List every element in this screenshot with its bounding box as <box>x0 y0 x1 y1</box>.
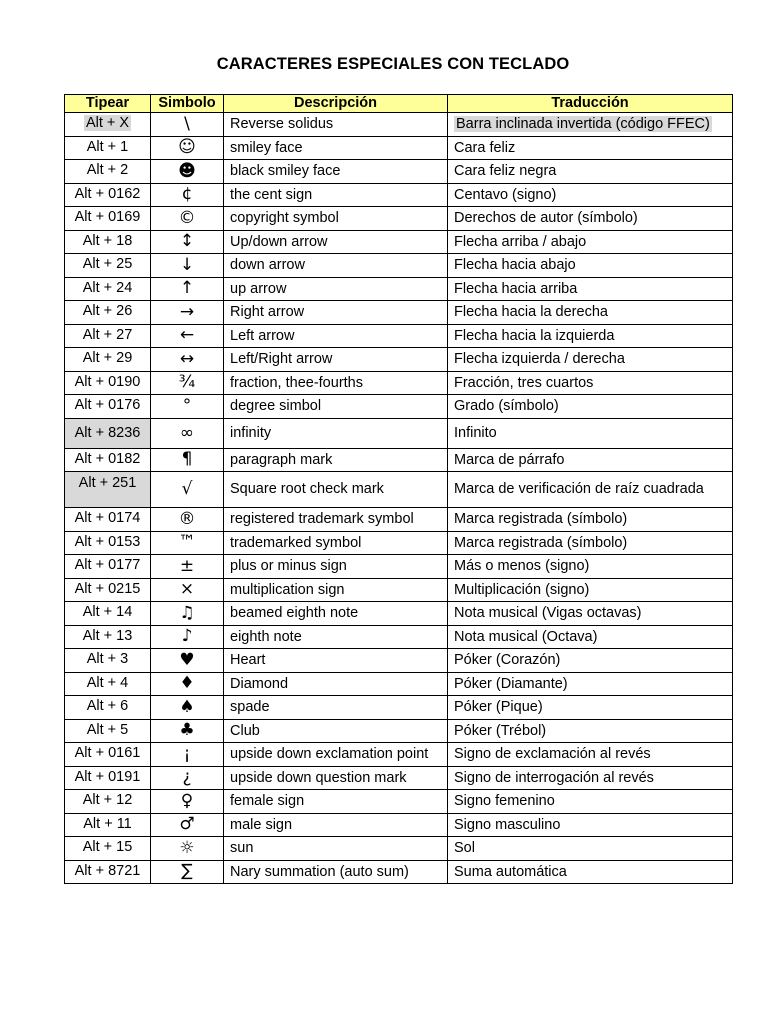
translation-cell: Infinito <box>448 418 733 448</box>
key-combo-cell: Alt + 2 <box>65 160 151 184</box>
symbol-cell: ♀ <box>151 790 224 814</box>
symbol-cell: ↔ <box>151 348 224 372</box>
translation-cell: Póker (Trébol) <box>448 719 733 743</box>
table-row <box>65 555 733 579</box>
table-row <box>65 136 733 160</box>
table-row <box>65 472 733 508</box>
symbol-cell: ← <box>151 324 224 348</box>
key-combo-cell: Alt + 0182 <box>65 448 151 472</box>
table-row <box>65 113 733 137</box>
table-row <box>65 696 733 720</box>
description-cell: copyright symbol <box>224 207 448 231</box>
translation-cell: Marca de párrafo <box>448 448 733 472</box>
key-combo-cell: Alt + 0153 <box>65 531 151 555</box>
key-combo-cell: Alt + 3 <box>65 649 151 673</box>
symbol-cell: ♪ <box>151 625 224 649</box>
key-combo-cell: Alt + 25 <box>65 254 151 278</box>
symbol-cell: © <box>151 207 224 231</box>
translation-cell: Grado (símbolo) <box>448 395 733 419</box>
symbol-cell: √ <box>151 472 224 508</box>
key-combo-cell: Alt + 0190 <box>65 371 151 395</box>
translation-text: Barra inclinada invertida (código FFEC) <box>456 116 710 132</box>
key-combo-cell: Alt + 8236 <box>65 418 151 448</box>
symbol-cell: ♣ <box>151 719 224 743</box>
table-row <box>65 324 733 348</box>
header-symbol: Simbolo <box>151 95 224 113</box>
key-combo-cell: Alt + 0177 <box>65 555 151 579</box>
key-combo-cell: Alt + 4 <box>65 672 151 696</box>
key-combo-cell: Alt + 27 <box>65 324 151 348</box>
symbol-cell: ♦ <box>151 672 224 696</box>
table-row <box>65 371 733 395</box>
translation-cell: Marca de verificación de raíz cuadrada <box>448 472 733 508</box>
symbol-cell: ♂ <box>151 813 224 837</box>
table-row <box>65 625 733 649</box>
translation-cell: Flecha hacia la izquierda <box>448 324 733 348</box>
description-cell: fraction, thee-fourths <box>224 371 448 395</box>
translation-cell: Cara feliz negra <box>448 160 733 184</box>
symbol-cell: ± <box>151 555 224 579</box>
translation-cell: Sol <box>448 837 733 861</box>
description-cell: up arrow <box>224 277 448 301</box>
translation-cell: Marca registrada (símbolo) <box>448 531 733 555</box>
translation-cell: Flecha hacia arriba <box>448 277 733 301</box>
translation-cell: Signo masculino <box>448 813 733 837</box>
key-combo-cell: Alt + 18 <box>65 230 151 254</box>
table-row <box>65 531 733 555</box>
translation-cell: Signo de exclamación al revés <box>448 743 733 767</box>
symbol-cell: ♥ <box>151 649 224 673</box>
description-cell: upside down exclamation point <box>224 743 448 767</box>
translation-cell: Suma automática <box>448 860 733 884</box>
table-row <box>65 301 733 325</box>
description-cell: male sign <box>224 813 448 837</box>
symbol-cell: ® <box>151 508 224 532</box>
symbol-cell: ¿ <box>151 766 224 790</box>
translation-cell: Póker (Pique) <box>448 696 733 720</box>
translation-cell: Flecha arriba / abajo <box>448 230 733 254</box>
table-row <box>65 277 733 301</box>
key-combo-text: Alt + X <box>85 115 130 131</box>
symbol-cell: ¡ <box>151 743 224 767</box>
translation-cell: Flecha izquierda / derecha <box>448 348 733 372</box>
page-title: CARACTERES ESPECIALES CON TECLADO <box>216 55 570 73</box>
table-row <box>65 508 733 532</box>
description-cell: Heart <box>224 649 448 673</box>
table-row <box>65 766 733 790</box>
header-translation: Traducción <box>448 95 733 113</box>
description-cell: Nary summation (auto sum) <box>224 860 448 884</box>
translation-cell: Más o menos (signo) <box>448 555 733 579</box>
key-combo-cell: Alt + 26 <box>65 301 151 325</box>
key-combo-cell: Alt + 0174 <box>65 508 151 532</box>
symbol-cell: ¾ <box>151 371 224 395</box>
symbol-cell: ¶ <box>151 448 224 472</box>
key-combo-cell: Alt + 0169 <box>65 207 151 231</box>
description-cell: Up/down arrow <box>224 230 448 254</box>
table-row <box>65 230 733 254</box>
table-row <box>65 602 733 626</box>
description-cell: Left arrow <box>224 324 448 348</box>
description-cell: plus or minus sign <box>224 555 448 579</box>
symbol-cell: ↑ <box>151 277 224 301</box>
table-row <box>65 254 733 278</box>
symbol-cell: ☼ <box>151 837 224 861</box>
description-cell: Reverse solidus <box>224 113 448 137</box>
key-combo-cell: Alt + 11 <box>65 813 151 837</box>
description-cell: eighth note <box>224 625 448 649</box>
symbol-cell: → <box>151 301 224 325</box>
description-cell: multiplication sign <box>224 578 448 602</box>
special-characters-table <box>64 94 733 884</box>
symbol-cell: ° <box>151 395 224 419</box>
key-combo-cell: Alt + 15 <box>65 837 151 861</box>
table-row <box>65 418 733 448</box>
translation-cell: Signo de interrogación al revés <box>448 766 733 790</box>
key-combo-cell: Alt + 0176 <box>65 395 151 419</box>
symbol-cell: ↕ <box>151 230 224 254</box>
description-cell: Club <box>224 719 448 743</box>
key-combo-cell: Alt + 0161 <box>65 743 151 767</box>
description-cell: degree simbol <box>224 395 448 419</box>
symbol-cell: ☻ <box>151 160 224 184</box>
description-cell: the cent sign <box>224 183 448 207</box>
translation-cell: Nota musical (Vigas octavas) <box>448 602 733 626</box>
description-cell: Square root check mark <box>224 472 448 508</box>
description-cell: Right arrow <box>224 301 448 325</box>
table-row <box>65 860 733 884</box>
description-cell: black smiley face <box>224 160 448 184</box>
key-combo-cell: Alt + 13 <box>65 625 151 649</box>
translation-cell: Póker (Corazón) <box>448 649 733 673</box>
symbol-cell: \ <box>151 113 224 137</box>
key-combo-cell: Alt + 6 <box>65 696 151 720</box>
description-cell: infinity <box>224 418 448 448</box>
key-combo-cell: Alt + 0215 <box>65 578 151 602</box>
table-row <box>65 790 733 814</box>
description-cell: upside down question mark <box>224 766 448 790</box>
table-row <box>65 719 733 743</box>
key-combo-cell: Alt + 5 <box>65 719 151 743</box>
key-combo-cell: Alt + 24 <box>65 277 151 301</box>
translation-cell: Flecha hacia la derecha <box>448 301 733 325</box>
description-cell: smiley face <box>224 136 448 160</box>
description-cell: paragraph mark <box>224 448 448 472</box>
table-row <box>65 183 733 207</box>
symbol-cell: ¢ <box>151 183 224 207</box>
translation-cell: Derechos de autor (símbolo) <box>448 207 733 231</box>
key-combo-cell: Alt + 0162 <box>65 183 151 207</box>
symbol-cell: ☺ <box>151 136 224 160</box>
key-combo-cell <box>65 113 151 137</box>
key-combo-cell: Alt + 14 <box>65 602 151 626</box>
table-row <box>65 578 733 602</box>
description-cell: female sign <box>224 790 448 814</box>
table-row <box>65 395 733 419</box>
translation-cell: Multiplicación (signo) <box>448 578 733 602</box>
table-row <box>65 207 733 231</box>
symbol-cell: ∞ <box>151 418 224 448</box>
translation-cell: Fracción, tres cuartos <box>448 371 733 395</box>
header-description: Descripción <box>224 95 448 113</box>
symbol-cell: ↓ <box>151 254 224 278</box>
symbol-cell: ♫ <box>151 602 224 626</box>
description-cell: trademarked symbol <box>224 531 448 555</box>
table-row <box>65 743 733 767</box>
translation-cell: Signo femenino <box>448 790 733 814</box>
translation-cell: Flecha hacia abajo <box>448 254 733 278</box>
table-row <box>65 649 733 673</box>
description-cell: registered trademark symbol <box>224 508 448 532</box>
table-row <box>65 448 733 472</box>
key-combo-cell: Alt + 0191 <box>65 766 151 790</box>
table-row <box>65 813 733 837</box>
table-header-row <box>65 95 733 113</box>
table-row <box>65 160 733 184</box>
key-combo-cell: Alt + 29 <box>65 348 151 372</box>
key-combo-cell: Alt + 1 <box>65 136 151 160</box>
table-row <box>65 348 733 372</box>
translation-cell: Centavo (signo) <box>448 183 733 207</box>
description-cell: spade <box>224 696 448 720</box>
description-cell: down arrow <box>224 254 448 278</box>
description-cell: beamed eighth note <box>224 602 448 626</box>
translation-cell: Póker (Diamante) <box>448 672 733 696</box>
key-combo-cell: Alt + 251 <box>65 472 151 508</box>
translation-cell: Cara feliz <box>448 136 733 160</box>
translation-cell: Marca registrada (símbolo) <box>448 508 733 532</box>
translation-cell <box>448 113 733 137</box>
translation-cell: Nota musical (Octava) <box>448 625 733 649</box>
symbol-cell: ∑ <box>151 860 224 884</box>
table-row <box>65 837 733 861</box>
description-cell: sun <box>224 837 448 861</box>
key-combo-cell: Alt + 8721 <box>65 860 151 884</box>
description-cell: Diamond <box>224 672 448 696</box>
symbol-cell: ™ <box>151 531 224 555</box>
symbol-cell: ♠ <box>151 696 224 720</box>
table-row <box>65 672 733 696</box>
key-combo-cell: Alt + 12 <box>65 790 151 814</box>
description-cell: Left/Right arrow <box>224 348 448 372</box>
symbol-cell: × <box>151 578 224 602</box>
header-code: Tipear <box>65 95 151 113</box>
